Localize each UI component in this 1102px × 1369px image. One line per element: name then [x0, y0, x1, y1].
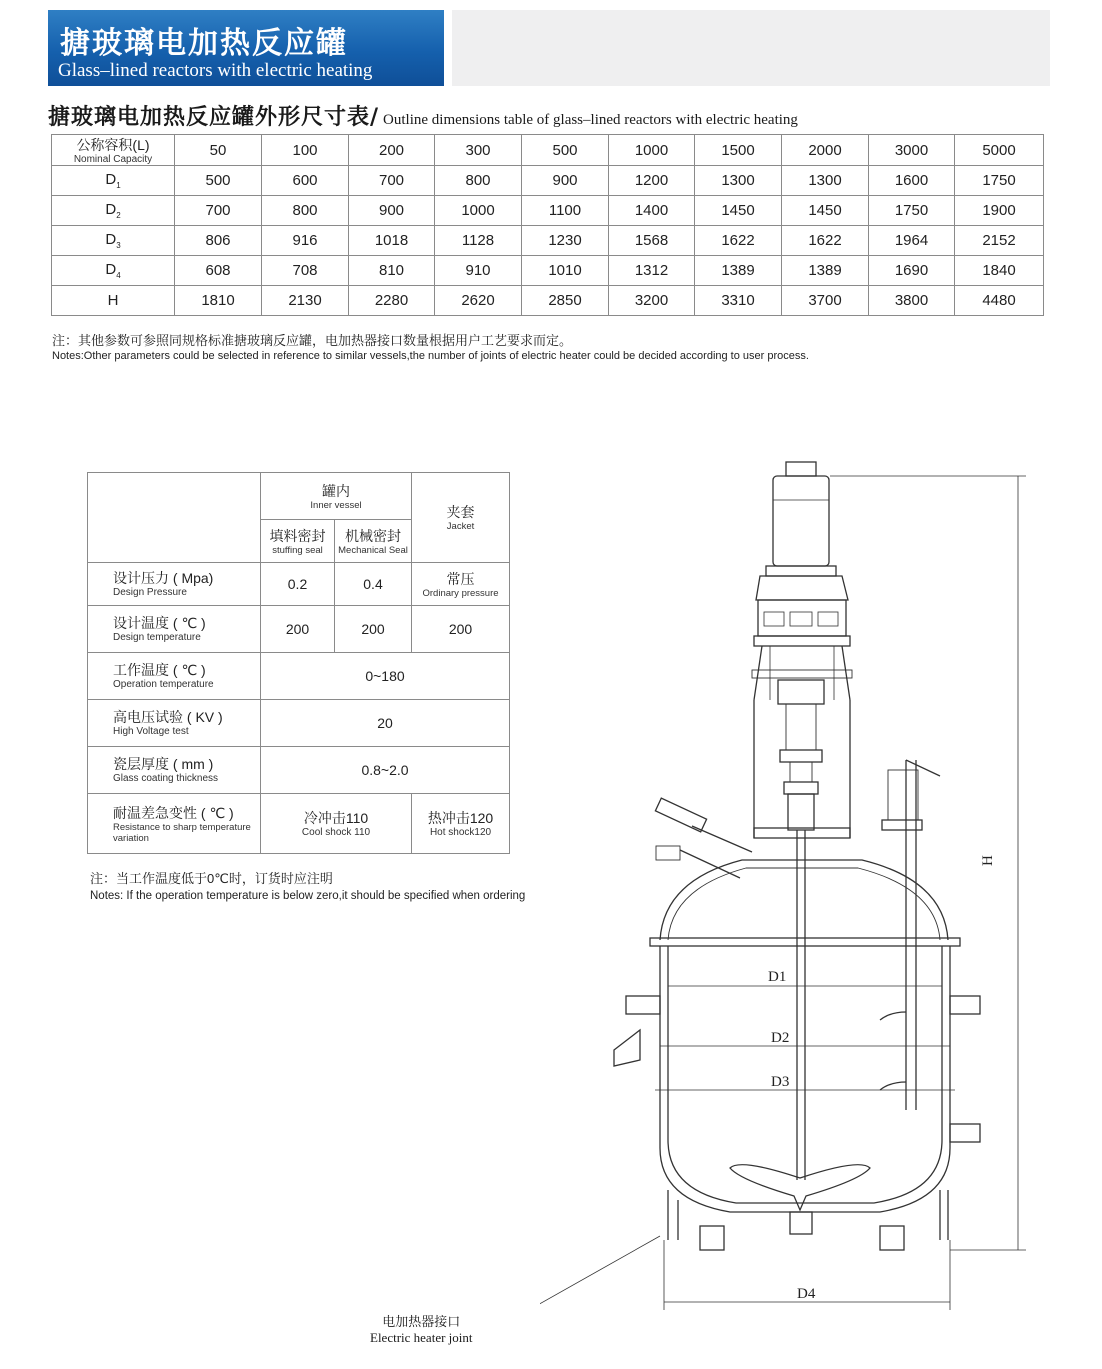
row-label-text: D — [105, 231, 117, 248]
jacket-cn: 夹套 — [446, 504, 475, 520]
design-pressure-jacket — [412, 563, 510, 606]
vessel-top-head — [660, 860, 948, 940]
parameters-note — [90, 868, 530, 904]
table-cell: 900 — [349, 196, 435, 226]
operation-temperature-value: 0~180 — [261, 653, 510, 700]
mechanical-seal-en: Mechanical Seal — [338, 544, 408, 556]
capacity-cell: 200 — [349, 135, 435, 166]
table-cell: 3700 — [782, 286, 869, 316]
capacity-label-cn: 公称容积(L) — [76, 137, 150, 153]
table-cell: 900 — [522, 166, 609, 196]
table-cell: 2130 — [262, 286, 349, 316]
dimensions-title-en: Outline dimensions table of glass–lined reactors with electric heating — [383, 112, 798, 128]
row-label-sub: 4 — [116, 271, 121, 280]
coating-thickness-row — [88, 747, 510, 794]
table-cell: 1622 — [695, 226, 782, 256]
row-label-text: D — [105, 171, 117, 188]
table-cell: 1450 — [695, 196, 782, 226]
h-label: H — [980, 855, 996, 866]
bottom-outlet — [790, 1212, 812, 1234]
table-row — [52, 196, 1044, 226]
dimensions-title-cn: 搪玻璃电加热反应罐外形尺寸表/ — [48, 104, 380, 130]
param-header-row — [88, 473, 510, 520]
table-cell: 500 — [175, 166, 262, 196]
table-cell: 1018 — [349, 226, 435, 256]
row-label — [52, 286, 175, 316]
joint-leader-line — [540, 1236, 660, 1320]
capacity-cell: 2000 — [782, 135, 869, 166]
motor-cap — [786, 462, 816, 476]
design-temperature-row — [88, 606, 510, 653]
table-cell: 2152 — [955, 226, 1044, 256]
design-pressure-en: Design Pressure — [113, 587, 187, 598]
parameters-table — [87, 472, 510, 854]
design-temperature-label — [88, 606, 261, 653]
thermal-shock-label — [88, 794, 261, 854]
table-cell: 600 — [262, 166, 349, 196]
support-leg-left — [668, 1190, 678, 1240]
support-leg-right — [940, 1190, 948, 1240]
coating-thickness-en: Glass coating thickness — [113, 773, 219, 784]
table-cell: 1450 — [782, 196, 869, 226]
dimensions-title — [48, 100, 1048, 130]
design-pressure-stuffing: 0.2 — [261, 563, 335, 606]
parameters-note-en: Notes: If the operation temperature is below zero,it should be specified when ordering — [90, 890, 526, 902]
design-pressure-label — [88, 563, 261, 606]
coating-thickness-label — [88, 747, 261, 794]
capacity-cell: 50 — [175, 135, 262, 166]
mechanical-seal-header — [335, 520, 412, 563]
row-label-sub: 2 — [116, 211, 121, 220]
table-cell: 1622 — [782, 226, 869, 256]
dimensions-note-en: Notes:Other parameters could be selected in reference to similar vessels,the number of joints of electric heater could be decided according to user process. — [52, 350, 809, 362]
table-cell: 1000 — [435, 196, 522, 226]
hot-shock-cn: 热冲击120 — [427, 809, 494, 826]
table-cell: 810 — [349, 256, 435, 286]
table-cell: 3800 — [869, 286, 955, 316]
capacity-cell: 5000 — [955, 135, 1044, 166]
capacity-row — [52, 135, 1044, 166]
jacket-header — [412, 473, 510, 563]
inner-vessel-header — [261, 473, 412, 520]
high-voltage-value: 20 — [261, 700, 510, 747]
inner-vessel-cn: 罐内 — [322, 482, 350, 499]
header-title-en: Glass–lined reactors with electric heating — [58, 60, 373, 81]
design-pressure-row — [88, 563, 510, 606]
table-cell: 1900 — [955, 196, 1044, 226]
baffle — [880, 1012, 906, 1090]
design-temperature-cn: 设计温度 ( ℃ ) — [113, 615, 206, 631]
design-temperature-en: Design temperature — [113, 632, 201, 643]
design-temperature-stuffing: 200 — [261, 606, 335, 653]
row-label-text: H — [107, 292, 119, 309]
table-cell: 3310 — [695, 286, 782, 316]
mechanical-seal-cn: 机械密封 — [345, 527, 401, 544]
inner-vessel-en: Inner vessel — [310, 499, 362, 511]
table-cell: 1200 — [609, 166, 695, 196]
table-cell: 1690 — [869, 256, 955, 286]
row-label — [52, 196, 175, 226]
table-cell: 1389 — [782, 256, 869, 286]
param-corner-cell — [88, 473, 261, 563]
table-cell: 800 — [262, 196, 349, 226]
table-row — [52, 226, 1044, 256]
row-label — [52, 226, 175, 256]
table-cell: 608 — [175, 256, 262, 286]
heater-joint-cn: 电加热器接口 — [382, 1314, 461, 1329]
table-cell: 3200 — [609, 286, 695, 316]
gear-reducer — [756, 576, 848, 600]
heater-joint-en: Electric heater joint — [370, 1330, 473, 1345]
d1-label: D1 — [768, 969, 787, 985]
bottom-valve-left — [700, 1226, 724, 1250]
cool-shock-value — [261, 794, 412, 854]
ordinary-pressure-en: Ordinary pressure — [422, 587, 499, 599]
table-cell: 1100 — [522, 196, 609, 226]
hot-shock-value — [412, 794, 510, 854]
d3-label: D3 — [771, 1074, 790, 1090]
support-frame — [754, 646, 850, 700]
row-label-sub: 1 — [116, 181, 121, 190]
table-cell: 1840 — [955, 256, 1044, 286]
parameters-note-cn: 注：当工作温度低于0℃时，订货时应注明 — [90, 871, 333, 886]
table-cell: 1750 — [955, 166, 1044, 196]
d4-label: D4 — [797, 1286, 816, 1302]
capacity-cell: 1500 — [695, 135, 782, 166]
table-cell: 700 — [175, 196, 262, 226]
table-cell: 1230 — [522, 226, 609, 256]
cool-shock-en: Cool shock 110 — [301, 826, 371, 838]
side-nozzle-right-bottom — [950, 1124, 980, 1142]
thermal-shock-en: Resistance to sharp temperature variation — [113, 821, 251, 844]
operation-temperature-label — [88, 653, 261, 700]
high-voltage-en: High Voltage test — [113, 726, 189, 737]
d2-label: D2 — [771, 1030, 790, 1046]
hot-shock-en: Hot shock120 — [429, 826, 492, 838]
ordinary-pressure-cn: 常压 — [446, 570, 475, 587]
capacity-cell: 100 — [262, 135, 349, 166]
table-cell: 2620 — [435, 286, 522, 316]
table-cell: 800 — [435, 166, 522, 196]
design-pressure-cn: 设计压力 ( Mpa) — [113, 570, 214, 586]
bearing-housing — [778, 680, 824, 704]
motor-body — [773, 476, 829, 566]
row-label — [52, 256, 175, 286]
table-cell: 1312 — [609, 256, 695, 286]
coating-thickness-cn: 瓷层厚度 ( mm ) — [113, 756, 214, 772]
table-cell: 806 — [175, 226, 262, 256]
high-voltage-row — [88, 700, 510, 747]
bottom-valve-right — [880, 1226, 904, 1250]
row-label-text: D — [105, 261, 117, 278]
capacity-cell: 1000 — [609, 135, 695, 166]
table-cell: 1400 — [609, 196, 695, 226]
dimensions-note — [52, 330, 809, 362]
thermal-shock-cn: 耐温差急变性 ( ℃ ) — [113, 804, 234, 821]
shaft-seal — [788, 794, 814, 830]
dimensions-note-cn: 注：其他参数可参照同规格标准搪玻璃反应罐，电加热器接口数量根据用户工艺要求而定。 — [52, 333, 573, 348]
table-cell: 1964 — [869, 226, 955, 256]
thermal-shock-row — [88, 794, 510, 854]
header-title-cn: 搪玻璃电加热反应罐 — [60, 26, 348, 61]
table-cell: 1810 — [175, 286, 262, 316]
side-nozzle-right-top — [950, 996, 980, 1014]
table-cell: 708 — [262, 256, 349, 286]
operation-temperature-en: Operation temperature — [113, 679, 214, 690]
table-cell: 1389 — [695, 256, 782, 286]
high-voltage-cn: 高电压试验 ( KV ) — [113, 709, 223, 725]
operation-temperature-row — [88, 653, 510, 700]
jacket-en: Jacket — [446, 521, 475, 532]
table-row — [52, 286, 1044, 316]
table-cell: 4480 — [955, 286, 1044, 316]
capacity-cell: 3000 — [869, 135, 955, 166]
table-cell: 1128 — [435, 226, 522, 256]
design-temperature-mech: 200 — [335, 606, 412, 653]
heater-joint-label — [370, 1311, 473, 1346]
cool-shock-cn: 冷冲击110 — [303, 809, 369, 826]
dimensions-table — [51, 134, 1044, 316]
table-cell: 916 — [262, 226, 349, 256]
side-nozzle-left — [626, 996, 660, 1014]
stuffing-seal-en: stuffing seal — [272, 544, 323, 556]
table-cell: 1300 — [782, 166, 869, 196]
table-cell: 1300 — [695, 166, 782, 196]
table-cell: 1568 — [609, 226, 695, 256]
table-cell: 910 — [435, 256, 522, 286]
table-cell: 2850 — [522, 286, 609, 316]
stuffing-seal-header — [261, 520, 335, 563]
high-voltage-label — [88, 700, 261, 747]
table-cell: 700 — [349, 166, 435, 196]
table-row — [52, 256, 1044, 286]
header-gray-panel — [452, 10, 1050, 86]
manhole-nozzle — [655, 798, 706, 832]
stuffing-seal-cn: 填料密封 — [269, 527, 326, 544]
table-cell: 1600 — [869, 166, 955, 196]
design-temperature-jacket: 200 — [412, 606, 510, 653]
capacity-label-en: Nominal Capacity — [73, 154, 153, 165]
row-label — [52, 166, 175, 196]
coating-thickness-value: 0.8~2.0 — [261, 747, 510, 794]
row-label-sub: 3 — [116, 241, 121, 250]
reactor-drawing — [540, 440, 1060, 1320]
table-cell: 1010 — [522, 256, 609, 286]
design-pressure-mech: 0.4 — [335, 563, 412, 606]
capacity-cell: 500 — [522, 135, 609, 166]
table-cell: 1750 — [869, 196, 955, 226]
lug-support — [614, 1030, 640, 1066]
operation-temperature-cn: 工作温度 ( ℃ ) — [113, 662, 206, 678]
capacity-cell: 300 — [435, 135, 522, 166]
capacity-label — [52, 135, 175, 166]
table-row — [52, 166, 1044, 196]
table-cell: 2280 — [349, 286, 435, 316]
header-banner — [48, 10, 444, 86]
row-label-text: D — [105, 201, 117, 218]
